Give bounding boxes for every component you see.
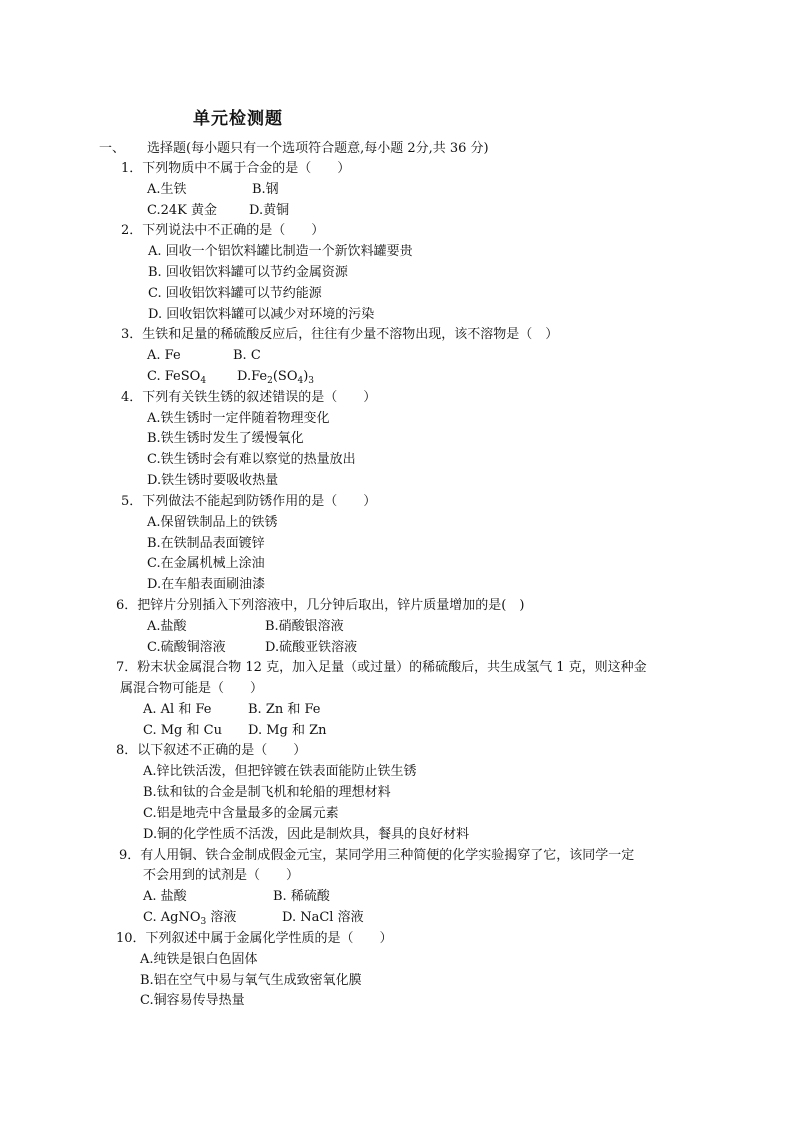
question-1-option-b: B.钢 — [252, 182, 279, 197]
question-1-option-c: C.24K 黄金 — [147, 203, 218, 218]
subscript: 4 — [200, 376, 207, 386]
question-9-option-d: D. NaCl 溶液 — [282, 910, 364, 925]
question-4-option-c: C.铁生锈时会有难以察觉的热量放出 — [147, 452, 356, 467]
subscript: 3 — [308, 376, 315, 386]
question-3-option-a: A. Fe — [147, 348, 181, 363]
question-8-option-a: A.锌比铁活泼，但把锌镀在铁表面能防止铁生锈 — [143, 764, 417, 779]
question-5-option-b: B.在铁制品表面镀锌 — [147, 536, 265, 551]
question-7-stem-cont: 属混合物可能是（ ） — [120, 681, 264, 696]
question-5-option-c: C.在金属机械上涂油 — [147, 556, 265, 571]
question-9-option-c — [143, 908, 236, 928]
option-c-text: C. AgNO — [143, 910, 201, 925]
question-1-stem: 1．下列物质中不属于合金的是（ ） — [121, 161, 351, 176]
question-9-stem: 9．有人用铜、铁合金制成假金元宝，某同学用三种简便的化学实验揭穿了它，该同学一定 — [119, 848, 635, 863]
question-9-option-b: B. 稀硫酸 — [273, 889, 330, 904]
question-5-option-a: A.保留铁制品上的铁锈 — [147, 515, 278, 530]
subscript: 2 — [267, 376, 273, 386]
question-10-stem: 10．下列叙述中属于金属化学性质的是（ ） — [116, 931, 393, 946]
section-number: 一、 — [99, 141, 126, 156]
question-7-option-b: B. Zn 和 Fe — [248, 702, 321, 717]
question-10-option-c: C.铜容易传导热量 — [140, 993, 245, 1008]
question-3-option-d — [237, 367, 314, 387]
question-2-option-a: A. 回收一个铝饮料罐比制造一个新饮料罐要贵 — [148, 244, 413, 259]
question-2-option-d: D. 回收铝饮料罐可以减少对环境的污染 — [148, 307, 375, 322]
question-6-option-c: C.硫酸铜溶液 — [147, 640, 226, 655]
formula-part: (SO — [272, 369, 298, 384]
question-3-option-b: B. C — [233, 348, 261, 363]
question-4-option-b: B.铁生锈时发生了缓慢氧化 — [147, 431, 304, 446]
subscript: 3 — [200, 917, 207, 927]
question-9-option-a: A. 盐酸 — [143, 889, 187, 904]
question-1-option-a: A.生铁 — [147, 182, 187, 197]
question-6-option-d: D.硫酸亚铁溶液 — [265, 640, 358, 655]
question-4-option-a: A.铁生锈时一定伴随着物理变化 — [147, 411, 330, 426]
question-9-stem-cont: 不会用到的试剂是（ ） — [143, 868, 300, 883]
question-4-option-d: D.铁生锈时要吸收热量 — [147, 473, 279, 488]
question-6-option-b: B.硝酸银溶液 — [265, 619, 344, 634]
question-2-stem: 2．下列说法中不正确的是（ ） — [121, 223, 325, 238]
option-d-text: D.Fe — [237, 369, 268, 384]
question-7-stem: 7．粉末状金属混合物 12 克，加入足量（或过量）的稀硫酸后，共生成氢气 1 克，则这种金 — [116, 660, 647, 675]
question-10-option-a: A.纯铁是银白色固体 — [140, 952, 258, 967]
question-2-option-b: B. 回收铝饮料罐可以节约金属资源 — [148, 265, 348, 280]
question-7-option-d: D. Mg 和 Zn — [248, 723, 327, 738]
question-8-stem: 8．以下叙述不正确的是（ ） — [116, 743, 307, 758]
question-6-option-a: A.盐酸 — [147, 619, 187, 634]
question-5-option-d: D.在车船表面刷油漆 — [147, 577, 266, 592]
question-6-stem: 6．把锌片分别插入下列溶液中，几分钟后取出，锌片质量增加的是( ) — [116, 598, 525, 613]
question-5-stem: 5．下列做法不能起到防锈作用的是（ ） — [121, 494, 377, 509]
option-c-suffix: 溶液 — [206, 910, 237, 925]
formula-part: ) — [303, 369, 309, 384]
question-10-option-b: B.铝在空气中易与氧气生成致密氧化膜 — [140, 973, 362, 988]
question-8-option-c: C.铝是地壳中含量最多的金属元素 — [143, 806, 339, 821]
subscript: 4 — [297, 376, 304, 386]
option-c-text: C. FeSO — [147, 369, 201, 384]
section-heading: 选择题(每小题只有一个选项符合题意,每小题 2分,共 36 分) — [147, 141, 489, 156]
question-8-option-d: D.铜的化学性质不活泼，因此是制炊具，餐具的良好材料 — [143, 827, 470, 842]
question-4-stem: 4．下列有关铁生锈的叙述错误的是（ ） — [121, 390, 377, 405]
page-title: 单元检测题 — [193, 109, 283, 129]
question-2-option-c: C. 回收铝饮料罐可以节约能源 — [148, 286, 322, 301]
question-7-option-c: C. Mg 和 Cu — [143, 723, 222, 738]
question-8-option-b: B.钛和钛的合金是制飞机和轮船的理想材料 — [143, 785, 391, 800]
question-3-stem: 3．生铁和足量的稀硫酸反应后，往往有少量不溶物出现，该不溶物是（ ） — [121, 327, 559, 342]
question-7-option-a: A. Al 和 Fe — [143, 702, 212, 717]
question-3-option-c — [147, 367, 206, 387]
question-1-option-d: D.黄铜 — [249, 203, 290, 218]
